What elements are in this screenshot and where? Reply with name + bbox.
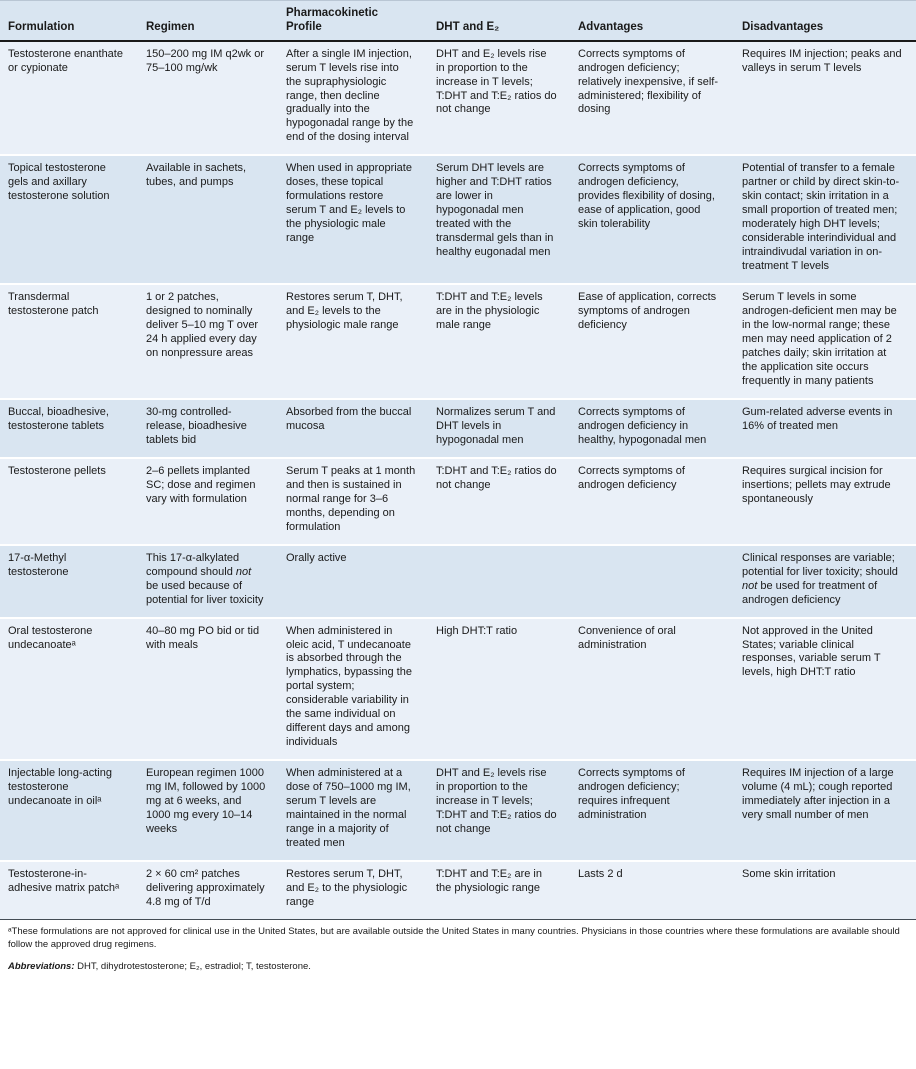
table-row-oral-testosterone-undecanoate (0, 619, 916, 762)
table-cell: Absorbed from the buccal mucosa (278, 400, 428, 459)
table-cell: Corrects symptoms of androgen deficiency, provides flexibility of dosing, ease of application, good skin tolerability (570, 156, 734, 285)
table-row-injectable-long-acting-testosterone-undecanoate-in-oil (0, 761, 916, 862)
table-cell: DHT and E₂ levels rise in proportion to the increase in T levels; T:DHT and T:E₂ ratios do not change (428, 761, 570, 862)
table-cell: Clinical responses are variable; potential for liver toxicity; should not be used for treatment of androgen deficiency (734, 546, 916, 619)
table-cell: Buccal, bioadhesive, testosterone tablets (0, 400, 138, 459)
column-header-regimen: Regimen (138, 1, 278, 42)
table-cell: T:DHT and T:E₂ are in the physiologic range (428, 862, 570, 920)
table-cell (570, 546, 734, 619)
table-cell: Oral testosterone undecanoateᵃ (0, 619, 138, 762)
table-cell: 30-mg controlled-release, bioadhesive tablets bid (138, 400, 278, 459)
table-row-testosterone-pellets (0, 459, 916, 546)
table-cell: T:DHT and T:E₂ ratios do not change (428, 459, 570, 546)
table-cell: 150–200 mg IM q2wk or 75–100 mg/wk (138, 42, 278, 157)
column-header-formulation: Formulation (0, 1, 138, 42)
table-cell: Lasts 2 d (570, 862, 734, 920)
table-cell: Testosterone pellets (0, 459, 138, 546)
table-cell: Requires IM injection; peaks and valleys in serum T levels (734, 42, 916, 157)
table-cell: Serum T peaks at 1 month and then is sustained in normal range for 3–6 months, depending on formulation (278, 459, 428, 546)
table-cell: Orally active (278, 546, 428, 619)
table-cell: When used in appropriate doses, these topical formulations restore serum T and E₂ levels to the physiologic male range (278, 156, 428, 285)
table-cell: 2 × 60 cm² patches delivering approximately 4.8 mg of T/d (138, 862, 278, 920)
table-row-topical-testosterone-gels-and-axillary-testosterone-solution (0, 156, 916, 285)
table-cell: Corrects symptoms of androgen deficiency in healthy, hypogonadal men (570, 400, 734, 459)
table-cell: Not approved in the United States; variable clinical responses, variable serum T levels, high DHT:T ratio (734, 619, 916, 762)
abbreviations (8, 961, 908, 974)
abbreviations-text: DHT, dihydrotestosterone; E₂, estradiol; T, testosterone. (77, 960, 311, 972)
table-cell: When administered in oleic acid, T undecanoate is absorbed through the lymphatics, bypassing the portal system; considerable variability in the same individual on different days and among individuals (278, 619, 428, 762)
table-cell: European regimen 1000 mg IM, followed by 1000 mg at 6 weeks, and 1000 mg every 10–14 weeks (138, 761, 278, 862)
table-cell: Ease of application, corrects symptoms of androgen deficiency (570, 285, 734, 400)
footnote-a: ᵃThese formulations are not approved for clinical use in the United States, but are available outside the United States in many countries. Physicians in those countries where these formulations are available should follow the approved drug regimens. (8, 925, 900, 950)
table-cell: Serum T levels in some androgen-deficient men may be in the low-normal range; these men may need application of 2 patches daily; skin irritation at the application site occurs frequently in many patients (734, 285, 916, 400)
column-header-dht-and-e: DHT and E₂ (428, 1, 570, 42)
table-cell: 40–80 mg PO bid or tid with meals (138, 619, 278, 762)
table-cell: After a single IM injection, serum T levels rise into the supraphysiologic range, then decline gradually into the hypogonadal range by the end of the dosing interval (278, 42, 428, 157)
table-cell: Testosterone enanthate or cypionate (0, 42, 138, 157)
column-header-disadvantages: Disadvantages (734, 1, 916, 42)
table-cell: When administered at a dose of 750–1000 mg IM, serum T levels are maintained in the normal range in a majority of treated men (278, 761, 428, 862)
table-cell: Corrects symptoms of androgen deficiency; relatively inexpensive, if self-administered; flexibility of dosing (570, 42, 734, 157)
column-header-pharmacokinetic-profile: Pharmacokinetic Profile (278, 1, 428, 42)
table-cell: Transdermal testosterone patch (0, 285, 138, 400)
table-cell: 1 or 2 patches, designed to nominally deliver 5–10 mg T over 24 h applied every day on nonpressure areas (138, 285, 278, 400)
table-cell: Serum DHT levels are higher and T:DHT ratios are lower in hypogonadal men treated with the transdermal gels than in healthy eugonadal men (428, 156, 570, 285)
header-row (0, 1, 916, 42)
table-row-transdermal-testosterone-patch (0, 285, 916, 400)
table-cell: T:DHT and T:E₂ levels are in the physiologic male range (428, 285, 570, 400)
table-row-buccal-bioadhesive-testosterone-tablets (0, 400, 916, 459)
table-cell (428, 546, 570, 619)
table-row-testosterone-in-adhesive-matrix-patch (0, 862, 916, 920)
table-row-testosterone-enanthate-or-cypionate (0, 42, 916, 157)
table-cell: Injectable long-acting testosterone undecanoate in oilᵃ (0, 761, 138, 862)
table-cell: Available in sachets, tubes, and pumps (138, 156, 278, 285)
table-header (0, 1, 916, 42)
footnotes (0, 920, 916, 983)
table-cell: Restores serum T, DHT, and E₂ levels to the physiologic male range (278, 285, 428, 400)
table-cell: Normalizes serum T and DHT levels in hypogonadal men (428, 400, 570, 459)
table-cell: Restores serum T, DHT, and E₂ to the physiologic range (278, 862, 428, 920)
column-header-advantages: Advantages (570, 1, 734, 42)
table-cell: High DHT:T ratio (428, 619, 570, 762)
table-cell: Requires surgical incision for insertions; pellets may extrude spontaneously (734, 459, 916, 546)
table-cell: Convenience of oral administration (570, 619, 734, 762)
table-cell: Corrects symptoms of androgen deficiency; requires infrequent administration (570, 761, 734, 862)
table-cell: This 17-α-alkylated compound should not be used because of potential for liver toxicity (138, 546, 278, 619)
abbreviations-label: Abbreviations: (8, 960, 75, 972)
table-cell: Corrects symptoms of androgen deficiency (570, 459, 734, 546)
table-cell: 17-α-Methyl testosterone (0, 546, 138, 619)
table-cell: 2–6 pellets implanted SC; dose and regimen vary with formulation (138, 459, 278, 546)
table-cell: Requires IM injection of a large volume (4 mL); cough reported immediately after injection in a very small number of men (734, 761, 916, 862)
table-cell: Gum-related adverse events in 16% of treated men (734, 400, 916, 459)
table-cell: DHT and E₂ levels rise in proportion to the increase in T levels; T:DHT and T:E₂ ratios do not change (428, 42, 570, 157)
table-cell: Topical testosterone gels and axillary testosterone solution (0, 156, 138, 285)
table-row-17-methyl-testosterone (0, 546, 916, 619)
table-cell: Testosterone-in-adhesive matrix patchᵃ (0, 862, 138, 920)
table-body (0, 42, 916, 920)
table-cell: Potential of transfer to a female partner or child by direct skin-to-skin contact; skin irritation in a small proportion of treated men; moderately high DHT levels; considerable interindividual and intraindivudal variation in on-treatment T levels (734, 156, 916, 285)
table-cell: Some skin irritation (734, 862, 916, 920)
